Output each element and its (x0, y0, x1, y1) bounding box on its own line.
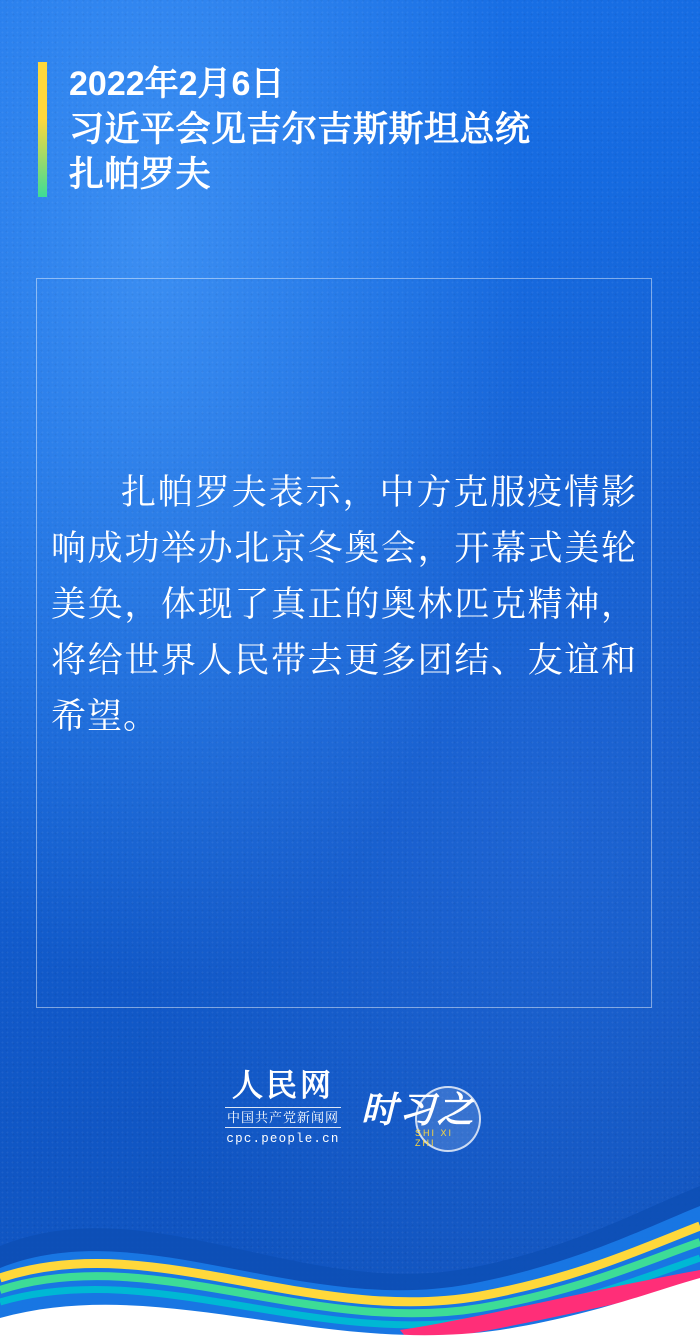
people-cn-logo-url: cpc.people.cn (226, 1132, 340, 1146)
shixizhi-logo (357, 1082, 476, 1149)
shixizhi-logo-pinyin: SHI XI ZHI (415, 1128, 454, 1149)
poster-date: 2022年2月6日 (69, 65, 285, 103)
footer-logos (0, 1068, 700, 1149)
page-title-line-1: 习近平会见吉尔吉斯斯坦总统 (69, 110, 531, 149)
accent-bar (38, 62, 47, 197)
page-title-line-2: 扎帕罗夫 (69, 155, 212, 194)
people-cn-logo-subtitle: 中国共产党新闻网 (225, 1107, 341, 1128)
people-cn-logo-name: 人民网 (231, 1068, 334, 1103)
quote-frame (36, 278, 652, 1008)
title-block (69, 62, 648, 197)
poster-header (38, 62, 648, 197)
quote-text: 扎帕罗夫表示，中方克服疫情影响成功举办北京冬奥会，开幕式美轮美奂，体现了真正的奥林匹克精神，将给世界人民带去更多团结、友谊和希望。 (51, 473, 637, 736)
people-cn-logo (225, 1070, 341, 1146)
shixizhi-logo-name: 时习之 (361, 1090, 476, 1131)
wave-decoration (0, 1150, 700, 1340)
